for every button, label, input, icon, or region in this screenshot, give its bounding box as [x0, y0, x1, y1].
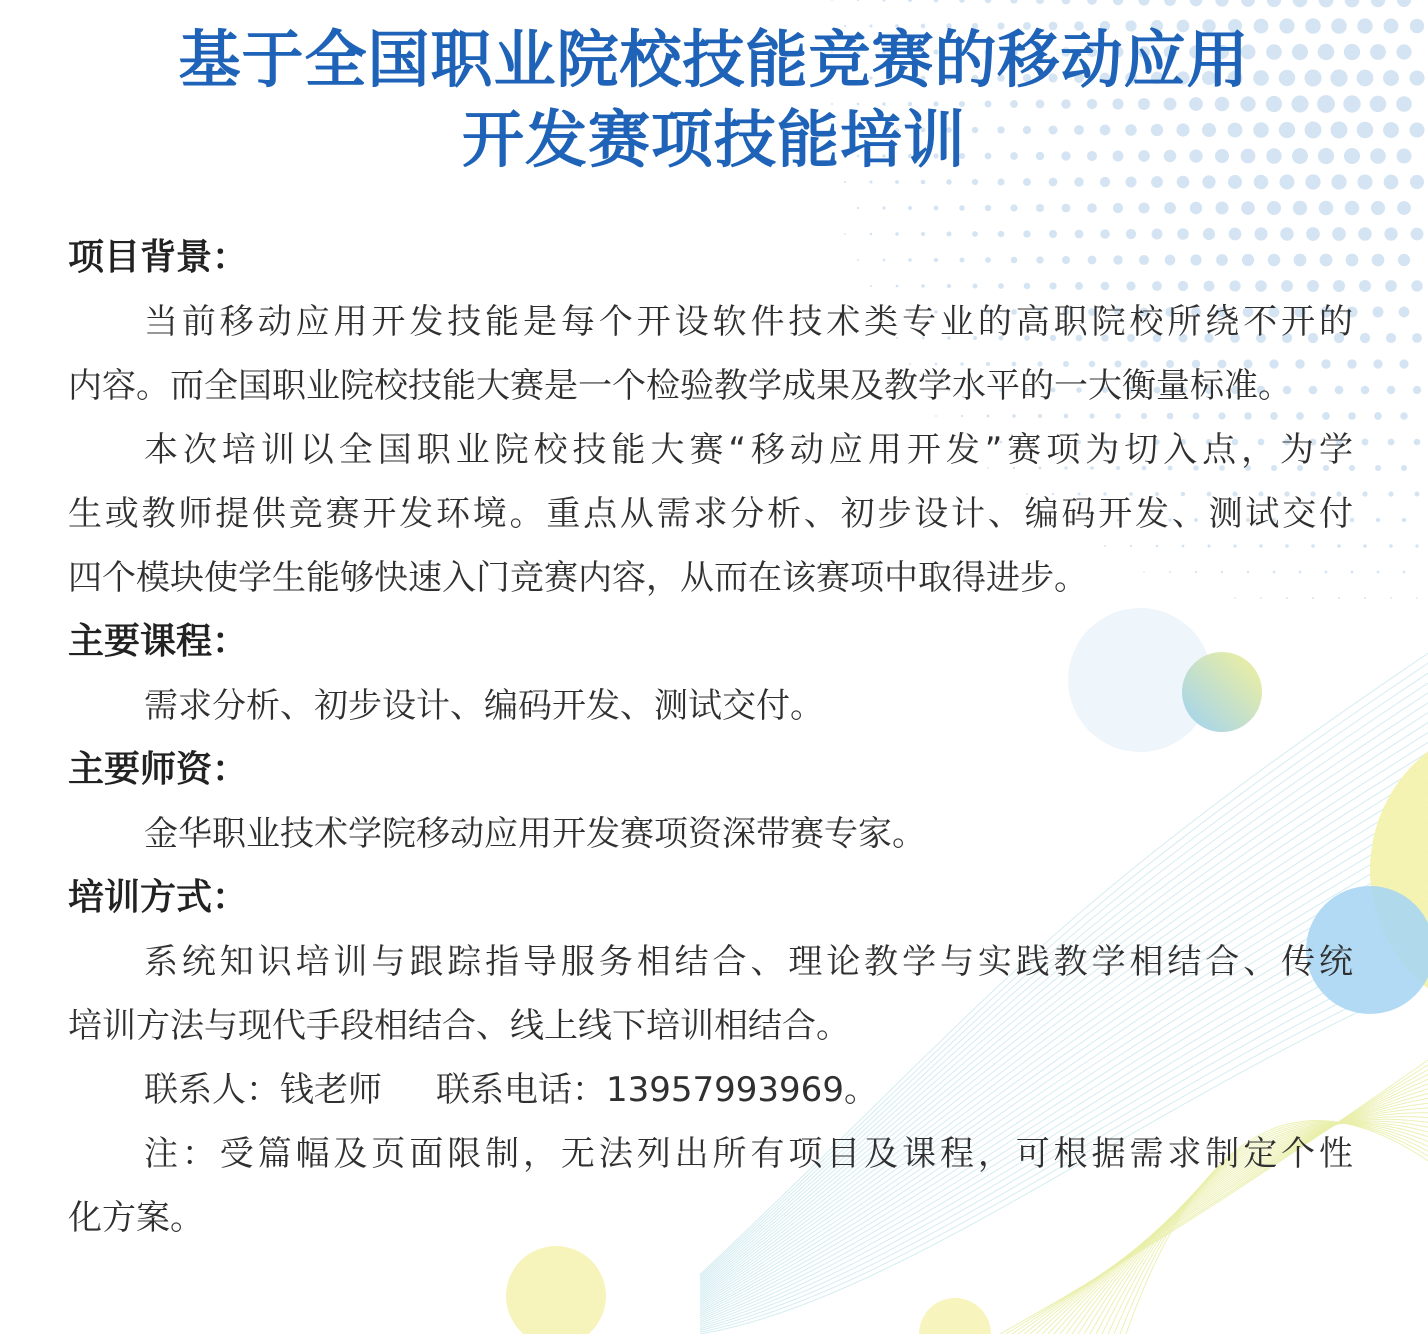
- halftone-dot: [921, 180, 926, 185]
- contact-row: [68, 1058, 1353, 1122]
- halftone-dot: [1400, 412, 1408, 420]
- halftone-dot: [1373, 359, 1382, 368]
- halftone-dot: [1138, 202, 1149, 213]
- title-line-1: 基于全国职业院校技能竞赛的移动应用: [178, 23, 1250, 96]
- method-paragraph: [68, 930, 1353, 1058]
- halftone-dot: [1397, 201, 1411, 215]
- text-line: 内容。而全国职业院校技能大赛是一个检验教学成果及教学水平的一大衡量标准。: [68, 366, 1292, 406]
- halftone-dot: [1413, 386, 1421, 394]
- halftone-dot: [1376, 518, 1380, 522]
- halftone-dot: [1164, 202, 1176, 214]
- halftone-dot: [870, 181, 873, 184]
- halftone-dot: [1362, 491, 1367, 496]
- halftone-dot: [1113, 0, 1123, 5]
- halftone-dot: [1388, 491, 1393, 496]
- halftone-dot: [1397, 0, 1411, 7]
- contact-phone: 联系电话：13957993969。: [436, 1070, 878, 1110]
- main-content: [68, 226, 1353, 1250]
- halftone-dot: [1399, 307, 1410, 318]
- halftone-dot: [895, 180, 899, 184]
- halftone-dot: [1360, 333, 1370, 343]
- halftone-dot: [1345, 201, 1359, 215]
- halftone-dot: [1062, 204, 1071, 213]
- halftone-dot: [1241, 0, 1255, 7]
- halftone-dot: [1389, 544, 1392, 547]
- halftone-dot: [934, 0, 939, 2]
- halftone-dot: [1345, 0, 1360, 7]
- halftone-dot: [1358, 227, 1372, 241]
- halftone-dot: [1398, 254, 1410, 266]
- halftone-dot: [1113, 203, 1123, 213]
- halftone-dot: [1319, 201, 1334, 216]
- halftone-dot: [908, 206, 912, 210]
- contact-line: [68, 1058, 1353, 1122]
- halftone-dot: [1362, 439, 1369, 446]
- halftone-dot: [1388, 439, 1395, 446]
- text-line: 注：受篇幅及页面限制，无法列出所有项目及课程，可根据需求制定个性: [144, 1134, 1353, 1174]
- halftone-dot: [831, 0, 833, 1]
- halftone-dot: [857, 0, 859, 1]
- text-line: 系统知识培训与跟踪指导服务相结合、理论教学与实践教学相结合、传统: [144, 942, 1353, 982]
- text-line: 当前移动应用开发技能是每个开设软件技术类专业的高职院校所绕不开的: [144, 302, 1353, 342]
- section-heading-method: 培训方式：: [68, 877, 249, 918]
- halftone-dot: [1372, 254, 1385, 267]
- halftone-dot: [908, 0, 912, 2]
- halftone-dot: [1415, 544, 1418, 547]
- halftone-dot: [959, 0, 965, 3]
- halftone-dot: [934, 206, 939, 211]
- halftone-dot: [985, 205, 991, 211]
- halftone-dot: [1415, 492, 1420, 497]
- halftone-dot: [1402, 518, 1406, 522]
- halftone-dot: [1416, 597, 1418, 599]
- halftone-dot: [1215, 0, 1228, 7]
- background-paragraph-1: [68, 290, 1353, 418]
- halftone-dot: [1010, 204, 1017, 211]
- halftone-dot: [959, 205, 965, 211]
- halftone-dot: [1036, 0, 1044, 4]
- halftone-dot: [1087, 0, 1097, 5]
- halftone-dot: [1411, 280, 1422, 291]
- halftone-dot: [1387, 386, 1395, 394]
- section-heading-background: 项目背景：: [68, 237, 249, 278]
- halftone-dot: [1190, 202, 1202, 214]
- page-title: [0, 20, 1428, 180]
- halftone-dot: [1293, 201, 1307, 215]
- halftone-dot: [1359, 280, 1371, 292]
- halftone-dot: [1293, 0, 1308, 7]
- halftone-dot: [1215, 201, 1228, 214]
- courses-paragraph: [68, 674, 1353, 738]
- halftone-dot: [1386, 333, 1396, 343]
- halftone-dot: [1399, 359, 1408, 368]
- text-line: 培训方法与现代手段相结合、线上线下培训相结合。: [68, 1006, 850, 1046]
- halftone-dot: [1062, 0, 1071, 4]
- halftone-dot: [1363, 544, 1367, 548]
- halftone-dot: [1190, 0, 1203, 6]
- halftone-dot: [1374, 412, 1382, 420]
- halftone-dot: [946, 179, 951, 184]
- halftone-dot: [1401, 465, 1407, 471]
- halftone-dot: [882, 206, 885, 209]
- halftone-dot: [1267, 201, 1281, 215]
- text-line: 四个模块使学生能够快速入门竞赛内容，从而在该赛项中取得进步。: [68, 558, 1088, 598]
- halftone-dot: [857, 207, 859, 209]
- section-heading-courses: 主要课程：: [68, 621, 249, 662]
- halftone-dot: [1164, 0, 1176, 6]
- halftone-dot: [1373, 307, 1384, 318]
- halftone-dot: [1361, 386, 1370, 395]
- halftone-dot: [1414, 439, 1421, 446]
- halftone-dot: [1364, 597, 1366, 599]
- halftone-dot: [1138, 0, 1149, 6]
- halftone-dot: [1384, 227, 1397, 240]
- note-paragraph: [68, 1122, 1353, 1250]
- text-line: 化方案。: [68, 1198, 204, 1238]
- text-line: 金华职业技术学院移动应用开发赛项资深带赛专家。: [144, 814, 926, 854]
- halftone-dot: [1087, 203, 1097, 213]
- halftone-dot: [1371, 0, 1385, 7]
- halftone-dot: [1371, 201, 1385, 215]
- text-line: 生或教师提供竞赛开发环境。重点从需求分析、初步设计、编码开发、测试交付: [68, 494, 1353, 534]
- halftone-dot: [1390, 597, 1392, 599]
- halftone-dot: [1319, 0, 1334, 7]
- yellow-circle-small: [919, 1298, 991, 1334]
- section-heading-teachers: 主要师资：: [68, 749, 249, 790]
- halftone-dot: [985, 0, 992, 3]
- halftone-dot: [1010, 0, 1017, 4]
- halftone-dot: [1385, 280, 1397, 292]
- halftone-dot: [1241, 201, 1255, 215]
- text-line: 需求分析、初步设计、编码开发、测试交付。: [144, 686, 824, 726]
- background-paragraph-2: [68, 418, 1353, 610]
- teachers-paragraph: [68, 802, 1353, 866]
- yellow-circle-bottom: [506, 1246, 606, 1334]
- halftone-dot: [1267, 0, 1281, 7]
- halftone-dot: [1377, 571, 1380, 574]
- halftone-dot: [1403, 571, 1406, 574]
- halftone-dot: [1036, 204, 1044, 212]
- halftone-dot: [1375, 465, 1381, 471]
- halftone-dot: [882, 0, 885, 2]
- title-line-2: 开发赛项技能培训: [461, 103, 966, 176]
- text-line: 本次培训以全国职业院校技能大赛“移动应用开发”赛项为切入点，为学: [144, 430, 1353, 470]
- halftone-dot: [1412, 333, 1422, 343]
- halftone-dot: [844, 181, 846, 183]
- contact-person: 联系人：钱老师: [144, 1070, 382, 1110]
- halftone-dot: [1411, 228, 1424, 241]
